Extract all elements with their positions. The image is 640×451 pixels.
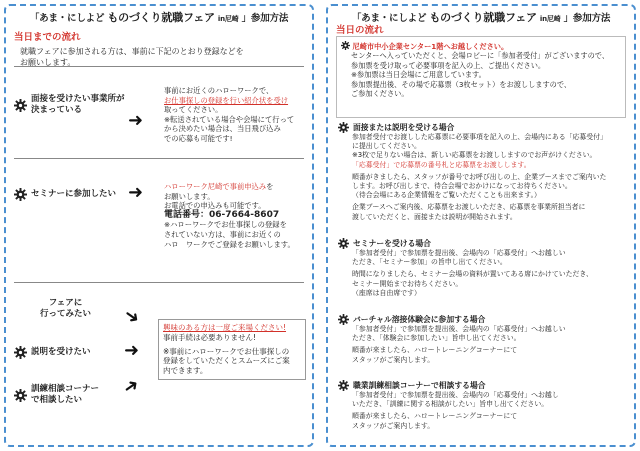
section-seminar: セミナーを受ける場合 「参加者受付」で参加票を提出後、会場内の「応募受付」へお越しい ただき、「セミナー参加」の旨申し出てください。 時間になりましたら、セミナー会場の資料が置いてある席にかけていただき、 セミナー開始までお待ちください。 （座席は自由席です）: [338, 238, 628, 298]
item-training: 訓練相談コーナー で相談したい: [14, 384, 99, 406]
arrow-up-right-icon: ➜: [119, 373, 144, 400]
divider: [14, 282, 304, 283]
interview-desc: 事前にお近くのハローワークで、 お仕事探しの登録を行い紹介状を受け 取ってください。 ※転送されている場合や会場にて行って から決めたい場合は、当日飛び込み での応募も可能です!: [164, 86, 295, 143]
section-welding: バーチャル溶接体験会に参加する場合 「参加者受付」で参加票を提出後、会場内の「応募受付」へお越しい ただき、「体験会に参加したい」旨申し出てください。 順番が来ましたら、ハロートレーニングコーナーにて スタッフがご案内します。: [338, 314, 628, 365]
arrow-right-icon: ➜: [124, 340, 140, 361]
gear-icon: [341, 41, 350, 50]
section-title-on-day: 当日の流れ: [336, 25, 384, 36]
arrow-right-icon: ➜: [128, 182, 144, 203]
right-panel-title: 「あま・にしよど ものづくり就職フェア in尼崎 」参加方法: [351, 11, 611, 24]
gear-icon: [14, 188, 27, 201]
phone-number: 電話番号：06-7664-8607: [164, 209, 280, 220]
gear-icon: [338, 122, 349, 133]
title-prefix: 「あま・にしよど: [29, 13, 105, 24]
walk-in-info-box: 興味のある方は一度ご来場ください! 事前手続は必要ありません! ※事前にハローワークでお仕事探しの 登録をしていただくとスムーズにご案 内できます。: [158, 319, 306, 380]
left-panel: [4, 4, 314, 447]
item-explain: 説明を受けたい: [14, 346, 91, 359]
title-suffix: 」参加方法: [241, 13, 289, 24]
right-panel: [326, 4, 636, 447]
item-seminar: セミナーに参加したい: [14, 188, 116, 201]
section-interview: 面接または説明を受ける場合 参加者受付でお渡しした応募票に必要事項を記入の上、会場内にある「応募受付」 に提出してください。 ※3枚で足りない場合は、新しい応募票をお渡ししますのでお声がけください。 「応募受付」で応募票の番号札と応募票をお渡しします。 順番がきましたら、スタッフが番号でお呼び出しの上、企業ブースまでご案内いた します。お呼び出しまで、待合会場でおかけになってお待ちください。 （待合会場にある企業情報をご覧いただくことも出来ます。） 企業ブースへご案内後、応募票をお渡しいただき、応募票を事業所担当者に 渡していただくと、面接または説明が開始されます。: [338, 122, 628, 222]
gear-icon: [14, 99, 27, 112]
arrow-down-right-icon: ➜: [119, 303, 145, 330]
title-main: ものづくり就職フェア: [107, 11, 215, 24]
title-small: in尼崎: [217, 15, 239, 23]
gear-icon: [338, 238, 349, 249]
venue-line: 尼崎市中小企業センター1階へお越しください。: [341, 41, 621, 51]
seminar-desc: ハローワーク尼崎で事前申込みを お願いします。 お電話での申込みも可能です。 電話番号：06-7664-8607 ※ハローワークでお仕事探しの登録を されていない方は、事前にお近くの ハロ ワークでご登録をお願いします。: [164, 182, 309, 249]
item-interview: 面接を受けたい事業所が 決まっている: [14, 94, 125, 116]
gear-icon: [14, 346, 27, 359]
gear-icon: [338, 380, 349, 391]
divider: [14, 158, 304, 159]
arrow-right-icon: ➜: [128, 110, 144, 131]
gear-icon: [14, 389, 27, 402]
item-visit: フェアに 行ってみたい: [40, 298, 92, 319]
section-training: 職業訓練相談コーナーで相談する場合 「参加者受付」で参加票を提出後、会場内の「応募受付」へお越し いただき、「訓練に関する相談がしたい」旨申し出てください。 順番が来ましたら、ハロートレーニングコーナーにて スタッフがご案内します。: [338, 380, 628, 431]
entry-box: 尼崎市中小企業センター1階へお越しください。 センターへ入っていただくと、会場ロビーに「参加者受付」がございますので、 参加票を受け取って必要事項を記入の上、ご提出ください。 ※参加票は当日会場にご用意しています。 参加票提出後、その場で応募票（3枚セット）をお渡ししますので、 ご参加ください。: [336, 36, 626, 118]
section-title-before-day: 当日までの流れ: [14, 32, 81, 43]
intro-text: 就職フェアに参加される方は、事前に下記のとおり登録などを お願いします。: [20, 47, 244, 67]
gear-icon: [338, 314, 349, 325]
left-panel-title: [6, 9, 312, 25]
divider: [14, 66, 304, 67]
